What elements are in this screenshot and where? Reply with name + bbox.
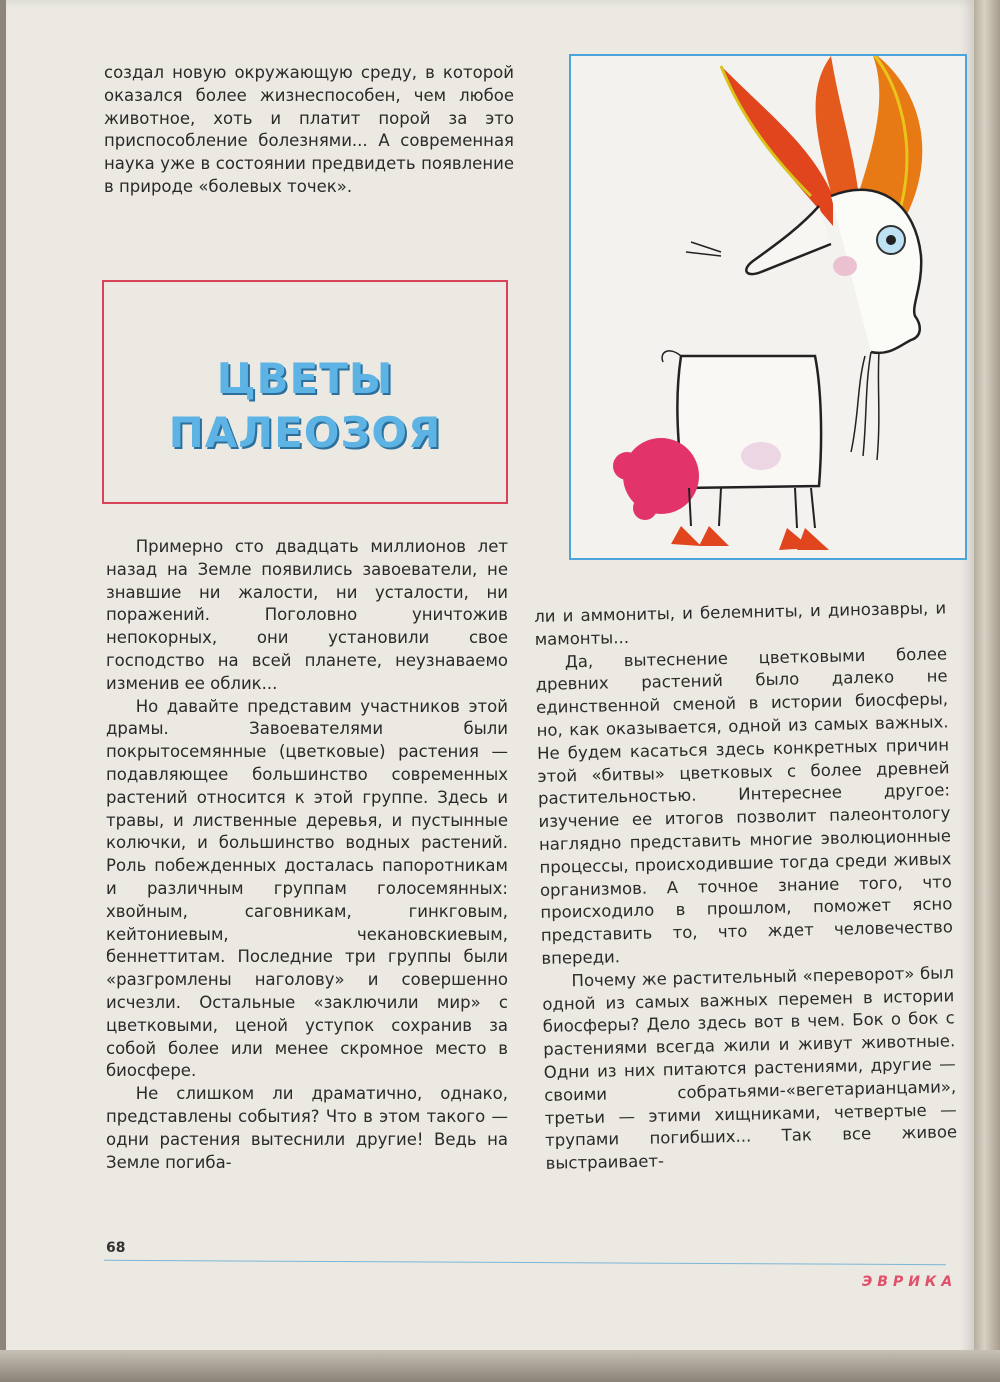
magazine-brand: ЭВРИКА [862, 1274, 958, 1290]
magazine-page [6, 0, 974, 1382]
article-title-line-1: ЦВЕТЫ [216, 354, 394, 403]
left-paragraph-2: Но давайте представим участников этой драмы. Завоевателями были покрытосемянные (цветковые) растения — подавляющее большинство современных растений относится к этой группе. Здесь и травы, и лиственные деревья, и пустынные колючки, и большинство водных растений. Роль побежденных досталась папоротникам и различным группам голосемянных: хвойным, саговникам, гинкговым, кейтониевым, чекановскиевым, беннеттитам. Последние три группы были «разгромлены наголову» и совершенно исчезли. Остальные «заключили мир» с цветковыми, ценой уступок сохранив за собой более или менее скромное место в биосфере. [106, 696, 508, 1081]
right-paragraph-2: Да, вытеснение цветковыми более древних растений было далеко не единственной сменой в истории биосферы, но, как оказывается, одной из самых важных. Не будем касаться здесь конкретных причин этой «битвы» цветковых с более древней растительностью. Интереснее другое: изучение ее итогов позволит палеонтологу наглядно представить многие эволюционные процессы, происходившие тогда среди живых организмов. А точное знание того, что происходило в прошлом, поможет ясно представить то, что ждет человечество впереди. [535, 643, 954, 968]
right-column [534, 597, 958, 1175]
left-paragraph-3: Не слишком ли драматично, однако, представлены события? Что в этом такого — одни растения вытеснили другие! Ведь на Земле погиба- [106, 1084, 508, 1172]
goat-drawing [571, 56, 965, 558]
page-edge-shadow [974, 0, 1000, 1382]
right-paragraph-3: Почему же растительный «переворот» был одной из самых важных перемен в истории биосферы? Дело здесь вот в чем. Бок о бок с растениями всегда жили и живут животные. Одни из них питаются растениями, другие — своими собратьями-«вегетарианцами», третьи — этими хищниками, четвертые — трупами погибших... Так все живое выстраивает- [542, 963, 958, 1174]
intro-text: создал новую окружающую среду, в которой оказался более жизнеспособен, чем любое животное, хоть и платит порой за это приспособление болезнями... А современная наука уже в состоянии предвидеть появление в природе «болевых точек». [104, 63, 514, 196]
right-paragraph-1: ли и аммониты, и белемниты, и динозавры, и мамонты... [534, 598, 947, 649]
footer-divider [104, 1260, 946, 1265]
article-title-line-2: ПАЛЕОЗОЯ [168, 408, 442, 457]
cartoon-illustration [569, 54, 967, 560]
article-title-box [102, 280, 508, 504]
page-number: 68 [106, 1240, 126, 1256]
left-column [106, 536, 508, 1174]
left-paragraph-1: Примерно сто двадцать миллионов лет назад на Земле появились завоеватели, не знавшие ни жалости, ни усталости, ни поражений. Поголовно уничтожив непокорных, они установили свое господство на всей планете, неузнаваемо изменив ее облик... [106, 537, 508, 693]
page-bottom-shadow [0, 1350, 1000, 1382]
intro-paragraph [104, 62, 514, 199]
